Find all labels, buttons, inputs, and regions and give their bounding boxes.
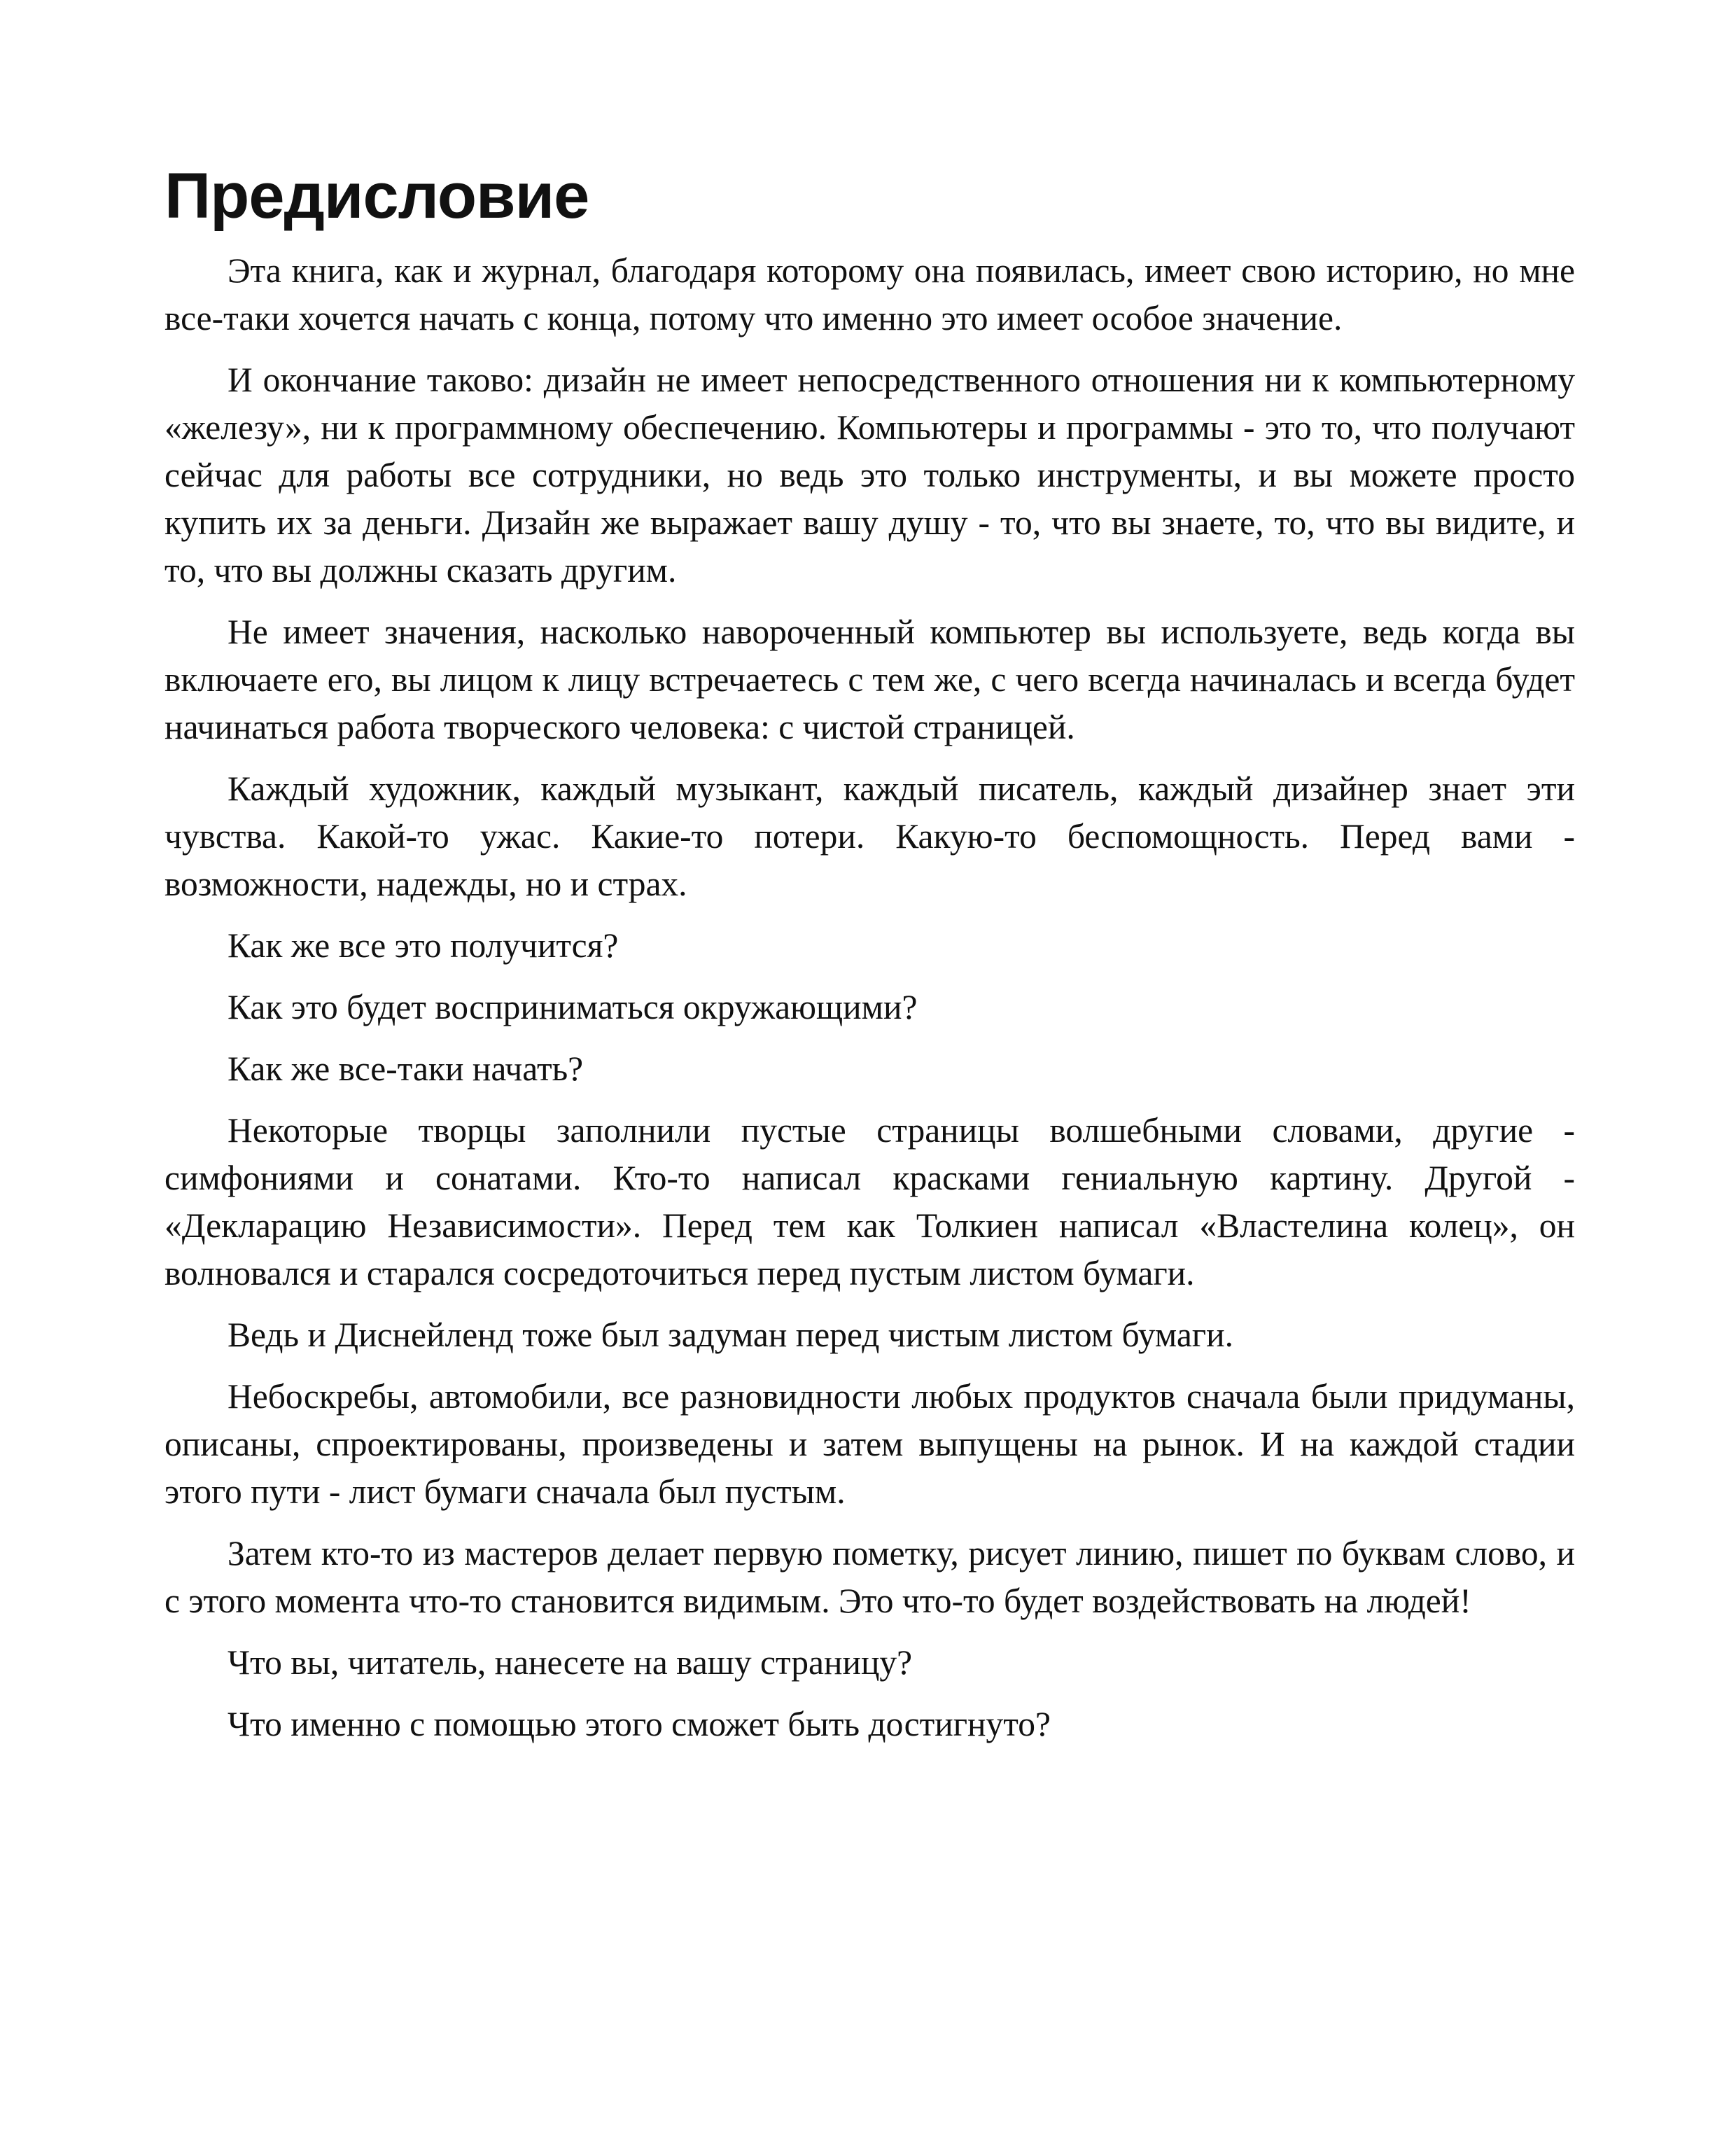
paragraph: Эта книга, как и журнал, благодаря которому она появилась, имеет свою историю, но мне все-таки хочется начать с конца, потому что именно это имеет особое значение. — [164, 251, 1575, 337]
page-title: Предисловие — [164, 160, 589, 232]
paragraph: Как же все-таки начать? — [227, 1049, 584, 1088]
paragraph: Некоторые творцы заполнили пустые страницы волшебными словами, другие - симфониями и сонатами. Кто-то написал красками гениальную картину. Другой - «Декларацию Независимости». Перед тем как Толкиен написал «Властелина колец», он волновался и старался сосредоточиться перед пустым листом бумаги. — [164, 1111, 1575, 1292]
paragraph: Что именно с помощью этого сможет быть достигнуто? — [227, 1705, 1051, 1743]
paragraph: Как это будет восприниматься окружающими? — [227, 988, 918, 1026]
document-page — [164, 158, 1575, 1762]
paragraph: Ведь и Диснейленд тоже был задуман перед чистым листом бумаги. — [227, 1316, 1233, 1354]
paragraph: И окончание таково: дизайн не имеет непосредственного отношения ни к компьютерному «железу», ни к программному обеспечению. Компьютеры и программы - это то, что получают сейчас для работы все сотрудники, но ведь это только инструменты, и вы можете просто купить их за деньги. Дизайн же выражает вашу душу - то, что вы знаете, то, что вы видите, и то, что вы должны сказать другим. — [164, 361, 1575, 590]
paragraph: Не имеет значения, насколько навороченный компьютер вы используете, ведь когда вы включаете его, вы лицом к лицу встречаетесь с тем же, с чего всегда начиналась и всегда будет начинаться работа творческого человека: с чистой страницей. — [164, 613, 1575, 746]
paragraph: Небоскребы, автомобили, все разновидности любых продуктов сначала были придуманы, описаны, спроектированы, произведены и затем выпущены на рынок. И на каждой стадии этого пути - лист бумаги сначала был пустым. — [164, 1377, 1575, 1511]
paragraph: Как же все это получится? — [227, 926, 619, 965]
paragraph: Каждый художник, каждый музыкант, каждый писатель, каждый дизайнер знает эти чувства. Какой-то ужас. Какие-то потери. Какую-то беспомощность. Перед вами - возможности, надежды, но и страх. — [164, 769, 1575, 903]
paragraph: Что вы, читатель, нанесете на вашу страницу? — [227, 1643, 913, 1682]
paragraph: Затем кто-то из мастеров делает первую пометку, рисует линию, пишет по буквам слово, и с этого момента что-то становится видимым. Это что-то будет воздействовать на людей! — [164, 1534, 1575, 1620]
